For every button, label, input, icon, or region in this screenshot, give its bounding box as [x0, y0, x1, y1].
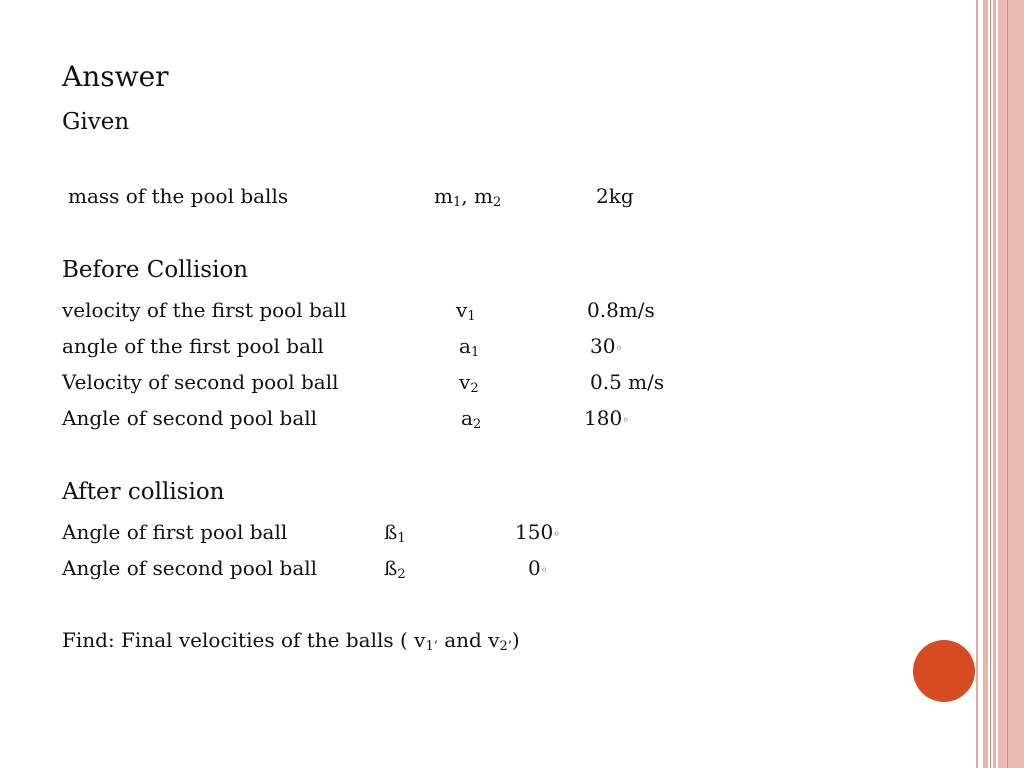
- before-row-label: angle of the first pool ball: [62, 334, 324, 358]
- before-row-value-text: 0.5 m/s: [590, 370, 665, 394]
- find-prefix: Find: Final velocities of the balls ( v: [62, 628, 426, 652]
- before-row-value: [590, 334, 623, 358]
- after-row-value: [528, 556, 548, 580]
- before-row-symbol: [456, 298, 476, 322]
- before-row-value: [584, 406, 629, 430]
- find-sub2: 2’: [499, 639, 512, 654]
- after-row-sym: ß: [384, 520, 398, 544]
- degree-symbol: ◦: [622, 413, 630, 427]
- find-sub1: 1’: [425, 639, 438, 654]
- before-row-sub: 1: [470, 345, 480, 360]
- before-row-sym: v: [456, 298, 468, 322]
- before-row-value: [587, 298, 655, 322]
- decorative-stripe: [1007, 0, 1008, 768]
- before-row-sym: v: [459, 370, 471, 394]
- mass-symbol-sub2: 2: [492, 195, 502, 210]
- after-row-sub: 2: [397, 567, 406, 582]
- given-label: Given: [62, 109, 130, 135]
- decorative-stripe: [983, 0, 988, 768]
- decorative-circle: [913, 640, 975, 702]
- before-row-symbol: [459, 370, 479, 394]
- after-row-symbol: [384, 520, 406, 544]
- after-row-value-text: 150: [515, 520, 554, 544]
- after-row-symbol: [384, 556, 406, 580]
- decorative-stripe: [993, 0, 996, 768]
- mass-symbol-sub1: 1: [452, 195, 462, 210]
- mass-symbol-sep: , m: [461, 184, 493, 208]
- before-row-value: [590, 370, 664, 394]
- mass-symbol-m1: m: [434, 184, 453, 208]
- before-row-value-text: 30: [590, 334, 616, 358]
- before-row-sub: 1: [467, 309, 476, 324]
- before-row-value-text: 180: [584, 406, 623, 430]
- before-collision-title: Before Collision: [62, 257, 249, 283]
- mass-label: mass of the pool balls: [68, 184, 289, 208]
- after-row-sym: ß: [384, 556, 398, 580]
- find-suffix: ): [511, 628, 520, 652]
- before-row-value-text: 0.8m/s: [587, 298, 655, 322]
- after-row-label: Angle of first pool ball: [62, 520, 288, 544]
- after-collision-title: After collision: [62, 479, 225, 505]
- before-row-symbol: [459, 334, 479, 358]
- before-row-sym: a: [461, 406, 473, 430]
- after-row-value-text: 0: [528, 556, 541, 580]
- before-row-sub: 2: [470, 381, 479, 396]
- decorative-stripe: [998, 0, 1024, 768]
- before-row-label: Velocity of second pool ball: [62, 370, 339, 394]
- decorative-stripe: [990, 0, 991, 768]
- slide-title: Answer: [62, 60, 169, 93]
- before-row-sym: a: [459, 334, 471, 358]
- before-row-sub: 2: [472, 417, 482, 432]
- before-row-label: Angle of second pool ball: [62, 406, 318, 430]
- find-mid: and v: [437, 628, 500, 652]
- after-row-label: Angle of second pool ball: [62, 556, 318, 580]
- before-row-symbol: [461, 406, 481, 430]
- after-row-sub: 1: [397, 531, 406, 546]
- degree-symbol: ◦: [615, 341, 623, 355]
- degree-symbol: ◦: [540, 563, 548, 577]
- decorative-stripe: [976, 0, 978, 768]
- degree-symbol: ◦: [553, 527, 561, 541]
- after-row-value: [515, 520, 560, 544]
- find-statement: [62, 628, 520, 652]
- before-row-label: velocity of the first pool ball: [62, 298, 347, 322]
- mass-symbol: [434, 184, 501, 208]
- mass-value: 2kg: [596, 184, 634, 208]
